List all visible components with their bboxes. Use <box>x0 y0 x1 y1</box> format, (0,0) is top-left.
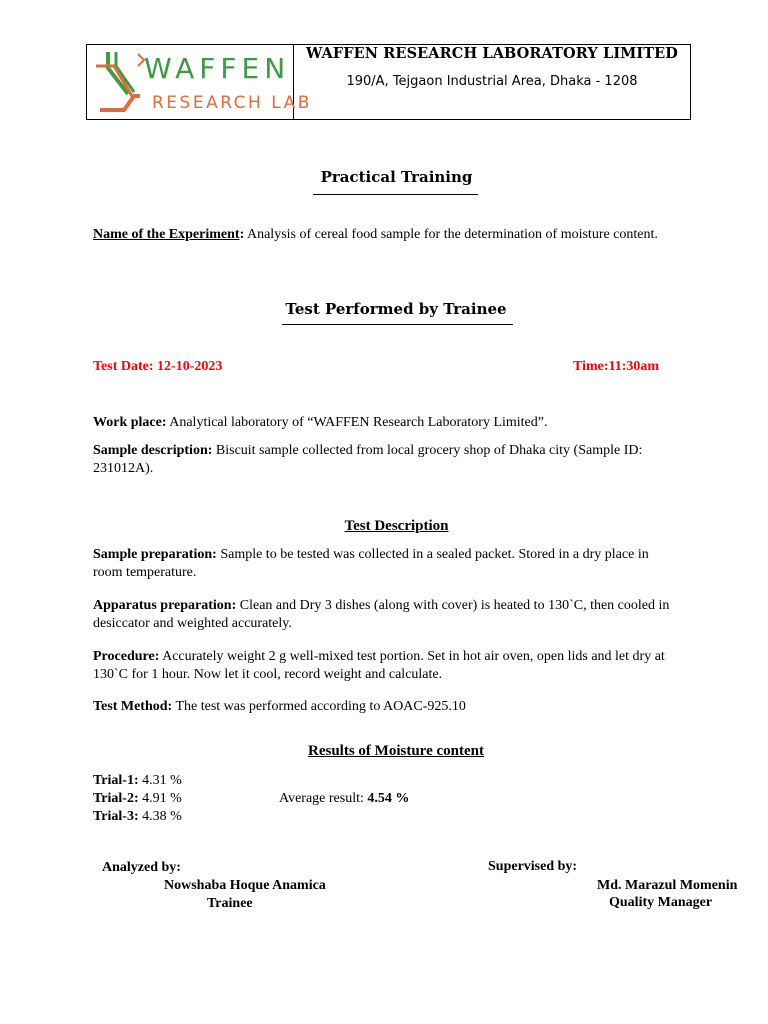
trial-value: 4.31 % <box>138 773 182 788</box>
work-place-text: Analytical laboratory of “WAFFEN Research Laboratory Limited”. <box>166 415 548 430</box>
supervised-by-label: Supervised by: <box>488 859 578 874</box>
sample-description-paragraph <box>93 442 678 478</box>
experiment-label: Name of the Experiment <box>93 227 240 242</box>
trial-label: Trial-3: <box>93 809 139 824</box>
supervised-by-name: Md. Marazul Momenin <box>597 878 738 893</box>
sample-preparation-paragraph <box>93 546 678 582</box>
page-title: Practical Training <box>320 168 473 186</box>
trial-value: 4.91 % <box>138 791 182 806</box>
procedure-paragraph <box>93 648 678 684</box>
sample-preparation-label: Sample preparation: <box>93 547 217 562</box>
trial-row <box>93 772 182 790</box>
analyzed-by-name: Nowshaba Hoque Anamica <box>164 878 326 893</box>
test-method-text: The test was performed according to AOAC-925.10 <box>172 699 466 714</box>
procedure-text: Accurately weight 2 g well-mixed test portion. Set in hot air oven, open lids and let dry at 130`C for 1 hour. Now let it cool, record weight and calculate. <box>93 649 665 682</box>
title-underline <box>313 194 478 195</box>
apparatus-preparation-label: Apparatus preparation: <box>93 598 237 613</box>
work-place-paragraph <box>93 414 678 432</box>
trial-label: Trial-2: <box>93 791 139 806</box>
experiment-colon: : <box>239 227 245 242</box>
logo-word-research-lab: RESEARCH LAB <box>152 93 312 113</box>
sample-description-label: Sample description: <box>93 443 213 458</box>
performed-underline <box>282 324 513 325</box>
test-date: Test Date: 12-10-2023 <box>93 359 223 374</box>
trial-label: Trial-1: <box>93 773 139 788</box>
average-value: 4.54 % <box>367 791 410 806</box>
test-description-heading: Test Description <box>344 518 449 534</box>
analyzed-by-label: Analyzed by: <box>102 860 181 875</box>
logo-word-waffen: WAFFEN <box>144 52 291 85</box>
trial-row <box>93 808 182 826</box>
analyzed-by-role: Trainee <box>207 896 253 911</box>
trial-list <box>93 772 182 826</box>
experiment-paragraph <box>93 226 678 244</box>
company-address: 190/A, Tejgaon Industrial Area, Dhaka - 1208 <box>346 74 638 89</box>
company-logo <box>94 48 312 114</box>
supervised-by-role: Quality Manager <box>609 895 713 910</box>
average-result <box>279 790 409 808</box>
apparatus-preparation-text: Clean and Dry 3 dishes (along with cover) is heated to 130`C, then cooled in desiccator and weighted accurately. <box>93 598 670 631</box>
company-name: WAFFEN RESEARCH LABORATORY LIMITED <box>306 45 678 62</box>
results-heading: Results of Moisture content <box>308 743 484 759</box>
test-method-paragraph <box>93 698 678 716</box>
average-label: Average result: <box>279 791 368 806</box>
experiment-text: Analysis of cereal food sample for the determination of moisture content. <box>244 227 658 242</box>
trial-value: 4.38 % <box>138 809 182 824</box>
sample-description-text: Biscuit sample collected from local grocery shop of Dhaka city (Sample ID: 231012A). <box>93 443 643 476</box>
work-place-label: Work place: <box>93 415 167 430</box>
test-method-label: Test Method: <box>93 699 173 714</box>
performed-heading: Test Performed by Trainee <box>285 300 507 318</box>
logo-mark-icon <box>94 48 312 114</box>
test-time: Time:11:30am <box>573 359 660 374</box>
trial-row <box>93 790 182 808</box>
apparatus-preparation-paragraph <box>93 597 678 633</box>
procedure-label: Procedure: <box>93 649 160 664</box>
sample-preparation-text: Sample to be tested was collected in a sealed packet. Stored in a dry place in room temperature. <box>93 547 649 580</box>
